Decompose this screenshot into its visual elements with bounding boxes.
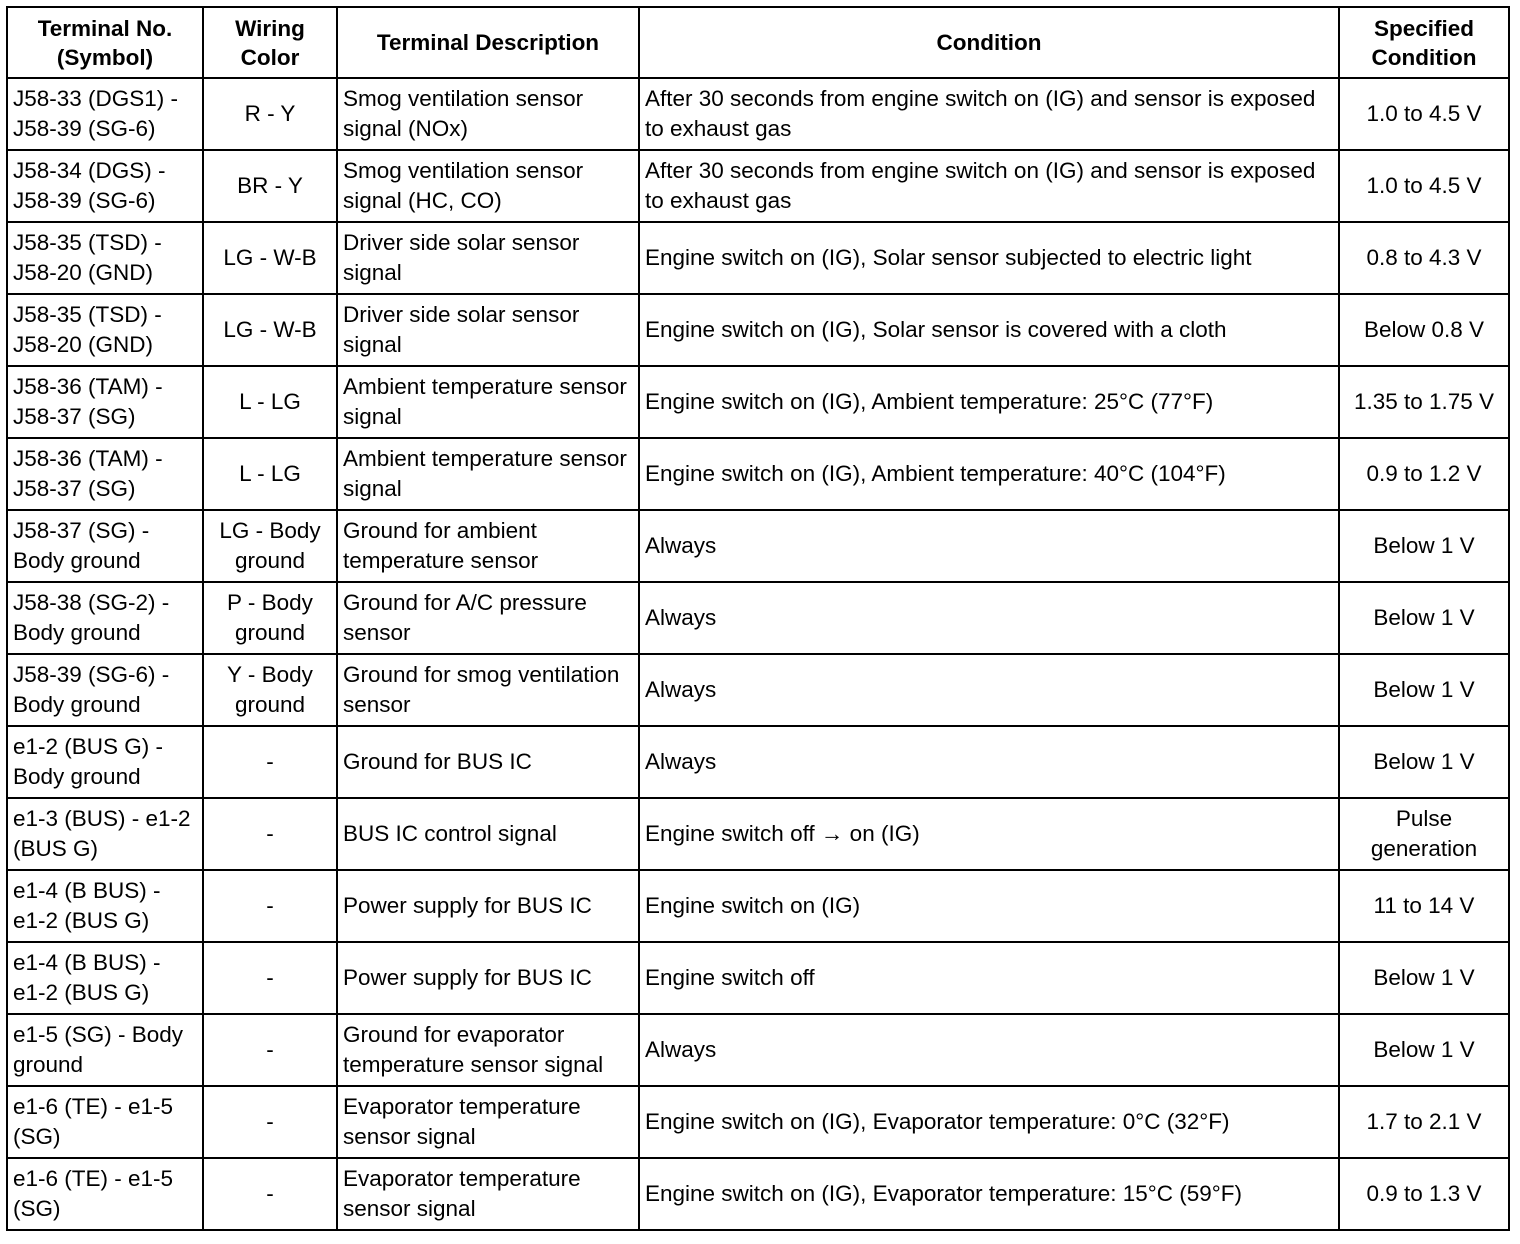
table-row xyxy=(7,654,1509,726)
header-wiring-color: Wiring Color xyxy=(203,7,337,78)
table-row xyxy=(7,510,1509,582)
specified-condition-cell: Below 1 V xyxy=(1339,726,1509,798)
condition-cell: Engine switch on (IG), Solar sensor subjected to electric light xyxy=(639,222,1339,294)
specified-condition-cell: Below 1 V xyxy=(1339,510,1509,582)
table-row xyxy=(7,798,1509,870)
terminal-cell: e1-6 (TE) - e1-5 (SG) xyxy=(7,1158,203,1230)
table-row xyxy=(7,78,1509,150)
condition-cell: Engine switch off → on (IG) xyxy=(639,798,1339,870)
terminal-cell: J58-33 (DGS1) - J58-39 (SG-6) xyxy=(7,78,203,150)
specified-condition-cell: 11 to 14 V xyxy=(1339,870,1509,942)
description-cell: Ground for BUS IC xyxy=(337,726,639,798)
wiring-color-cell: Y - Body ground xyxy=(203,654,337,726)
specified-condition-cell: Below 1 V xyxy=(1339,1014,1509,1086)
specified-condition-cell: 1.7 to 2.1 V xyxy=(1339,1086,1509,1158)
wiring-color-cell: BR - Y xyxy=(203,150,337,222)
specified-condition-cell: 0.9 to 1.2 V xyxy=(1339,438,1509,510)
specified-condition-cell: 0.9 to 1.3 V xyxy=(1339,1158,1509,1230)
terminal-cell: e1-3 (BUS) - e1-2 (BUS G) xyxy=(7,798,203,870)
description-cell: Smog ventilation sensor signal (HC, CO) xyxy=(337,150,639,222)
condition-cell: Always xyxy=(639,726,1339,798)
table-row xyxy=(7,150,1509,222)
table-row xyxy=(7,870,1509,942)
description-cell: Ground for evaporator temperature sensor signal xyxy=(337,1014,639,1086)
table-row xyxy=(7,726,1509,798)
terminal-cell: J58-34 (DGS) - J58-39 (SG-6) xyxy=(7,150,203,222)
description-cell: Ground for A/C pressure sensor xyxy=(337,582,639,654)
wiring-color-cell: LG - W-B xyxy=(203,222,337,294)
wiring-color-cell: - xyxy=(203,726,337,798)
wiring-color-cell: L - LG xyxy=(203,438,337,510)
header-condition: Condition xyxy=(639,7,1339,78)
wiring-color-cell: L - LG xyxy=(203,366,337,438)
condition-cell: Engine switch on (IG), Ambient temperature: 25°C (77°F) xyxy=(639,366,1339,438)
wiring-color-cell: - xyxy=(203,1158,337,1230)
specified-condition-cell: Below 0.8 V xyxy=(1339,294,1509,366)
wiring-color-cell: - xyxy=(203,1014,337,1086)
description-cell: Ground for ambient temperature sensor xyxy=(337,510,639,582)
specified-condition-cell: 1.0 to 4.5 V xyxy=(1339,150,1509,222)
terminal-cell: e1-2 (BUS G) - Body ground xyxy=(7,726,203,798)
description-cell: Ambient temperature sensor signal xyxy=(337,366,639,438)
condition-cell: Always xyxy=(639,510,1339,582)
description-cell: Driver side solar sensor signal xyxy=(337,222,639,294)
description-cell: Ground for smog ventilation sensor xyxy=(337,654,639,726)
table-body xyxy=(7,78,1509,1230)
terminal-cell: J58-35 (TSD) - J58-20 (GND) xyxy=(7,294,203,366)
header-row xyxy=(7,7,1509,78)
terminal-cell: e1-6 (TE) - e1-5 (SG) xyxy=(7,1086,203,1158)
condition-cell: After 30 seconds from engine switch on (IG) and sensor is exposed to exhaust gas xyxy=(639,78,1339,150)
header-terminal: Terminal No. (Symbol) xyxy=(7,7,203,78)
specified-condition-cell: 1.0 to 4.5 V xyxy=(1339,78,1509,150)
terminal-cell: J58-36 (TAM) - J58-37 (SG) xyxy=(7,366,203,438)
terminal-cell: J58-36 (TAM) - J58-37 (SG) xyxy=(7,438,203,510)
table-row xyxy=(7,582,1509,654)
specified-condition-cell: Pulse generation xyxy=(1339,798,1509,870)
condition-cell: Engine switch on (IG), Solar sensor is covered with a cloth xyxy=(639,294,1339,366)
header-terminal-description: Terminal Description xyxy=(337,7,639,78)
terminal-cell: J58-37 (SG) - Body ground xyxy=(7,510,203,582)
condition-cell: Engine switch on (IG) xyxy=(639,870,1339,942)
terminal-cell: J58-35 (TSD) - J58-20 (GND) xyxy=(7,222,203,294)
table-row xyxy=(7,942,1509,1014)
table-row xyxy=(7,1014,1509,1086)
table-row xyxy=(7,1086,1509,1158)
wiring-color-cell: LG - Body ground xyxy=(203,510,337,582)
wiring-color-cell: LG - W-B xyxy=(203,294,337,366)
description-cell: Driver side solar sensor signal xyxy=(337,294,639,366)
specified-condition-cell: Below 1 V xyxy=(1339,582,1509,654)
condition-cell: Always xyxy=(639,1014,1339,1086)
specified-condition-cell: Below 1 V xyxy=(1339,942,1509,1014)
description-cell: Ambient temperature sensor signal xyxy=(337,438,639,510)
terminal-spec-table xyxy=(6,6,1510,1231)
table-row xyxy=(7,438,1509,510)
terminal-cell: e1-5 (SG) - Body ground xyxy=(7,1014,203,1086)
description-cell: Power supply for BUS IC xyxy=(337,870,639,942)
wiring-color-cell: P - Body ground xyxy=(203,582,337,654)
header-specified-condition: Specified Condition xyxy=(1339,7,1509,78)
description-cell: BUS IC control signal xyxy=(337,798,639,870)
table-row xyxy=(7,222,1509,294)
description-cell: Evaporator temperature sensor signal xyxy=(337,1158,639,1230)
condition-cell: Engine switch off xyxy=(639,942,1339,1014)
condition-cell: Always xyxy=(639,582,1339,654)
wiring-color-cell: - xyxy=(203,798,337,870)
wiring-color-cell: - xyxy=(203,1086,337,1158)
table-header xyxy=(7,7,1509,78)
wiring-color-cell: R - Y xyxy=(203,78,337,150)
table-row xyxy=(7,366,1509,438)
terminal-cell: J58-39 (SG-6) - Body ground xyxy=(7,654,203,726)
condition-cell: Engine switch on (IG), Evaporator temperature: 0°C (32°F) xyxy=(639,1086,1339,1158)
description-cell: Evaporator temperature sensor signal xyxy=(337,1086,639,1158)
specified-condition-cell: 0.8 to 4.3 V xyxy=(1339,222,1509,294)
description-cell: Power supply for BUS IC xyxy=(337,942,639,1014)
wiring-color-cell: - xyxy=(203,870,337,942)
specified-condition-cell: Below 1 V xyxy=(1339,654,1509,726)
condition-cell: Engine switch on (IG), Ambient temperature: 40°C (104°F) xyxy=(639,438,1339,510)
wiring-color-cell: - xyxy=(203,942,337,1014)
specified-condition-cell: 1.35 to 1.75 V xyxy=(1339,366,1509,438)
terminal-cell: e1-4 (B BUS) - e1-2 (BUS G) xyxy=(7,942,203,1014)
table-row xyxy=(7,1158,1509,1230)
description-cell: Smog ventilation sensor signal (NOx) xyxy=(337,78,639,150)
condition-cell: After 30 seconds from engine switch on (IG) and sensor is exposed to exhaust gas xyxy=(639,150,1339,222)
terminal-cell: e1-4 (B BUS) - e1-2 (BUS G) xyxy=(7,870,203,942)
table-row xyxy=(7,294,1509,366)
condition-cell: Always xyxy=(639,654,1339,726)
terminal-cell: J58-38 (SG-2) - Body ground xyxy=(7,582,203,654)
condition-cell: Engine switch on (IG), Evaporator temperature: 15°C (59°F) xyxy=(639,1158,1339,1230)
